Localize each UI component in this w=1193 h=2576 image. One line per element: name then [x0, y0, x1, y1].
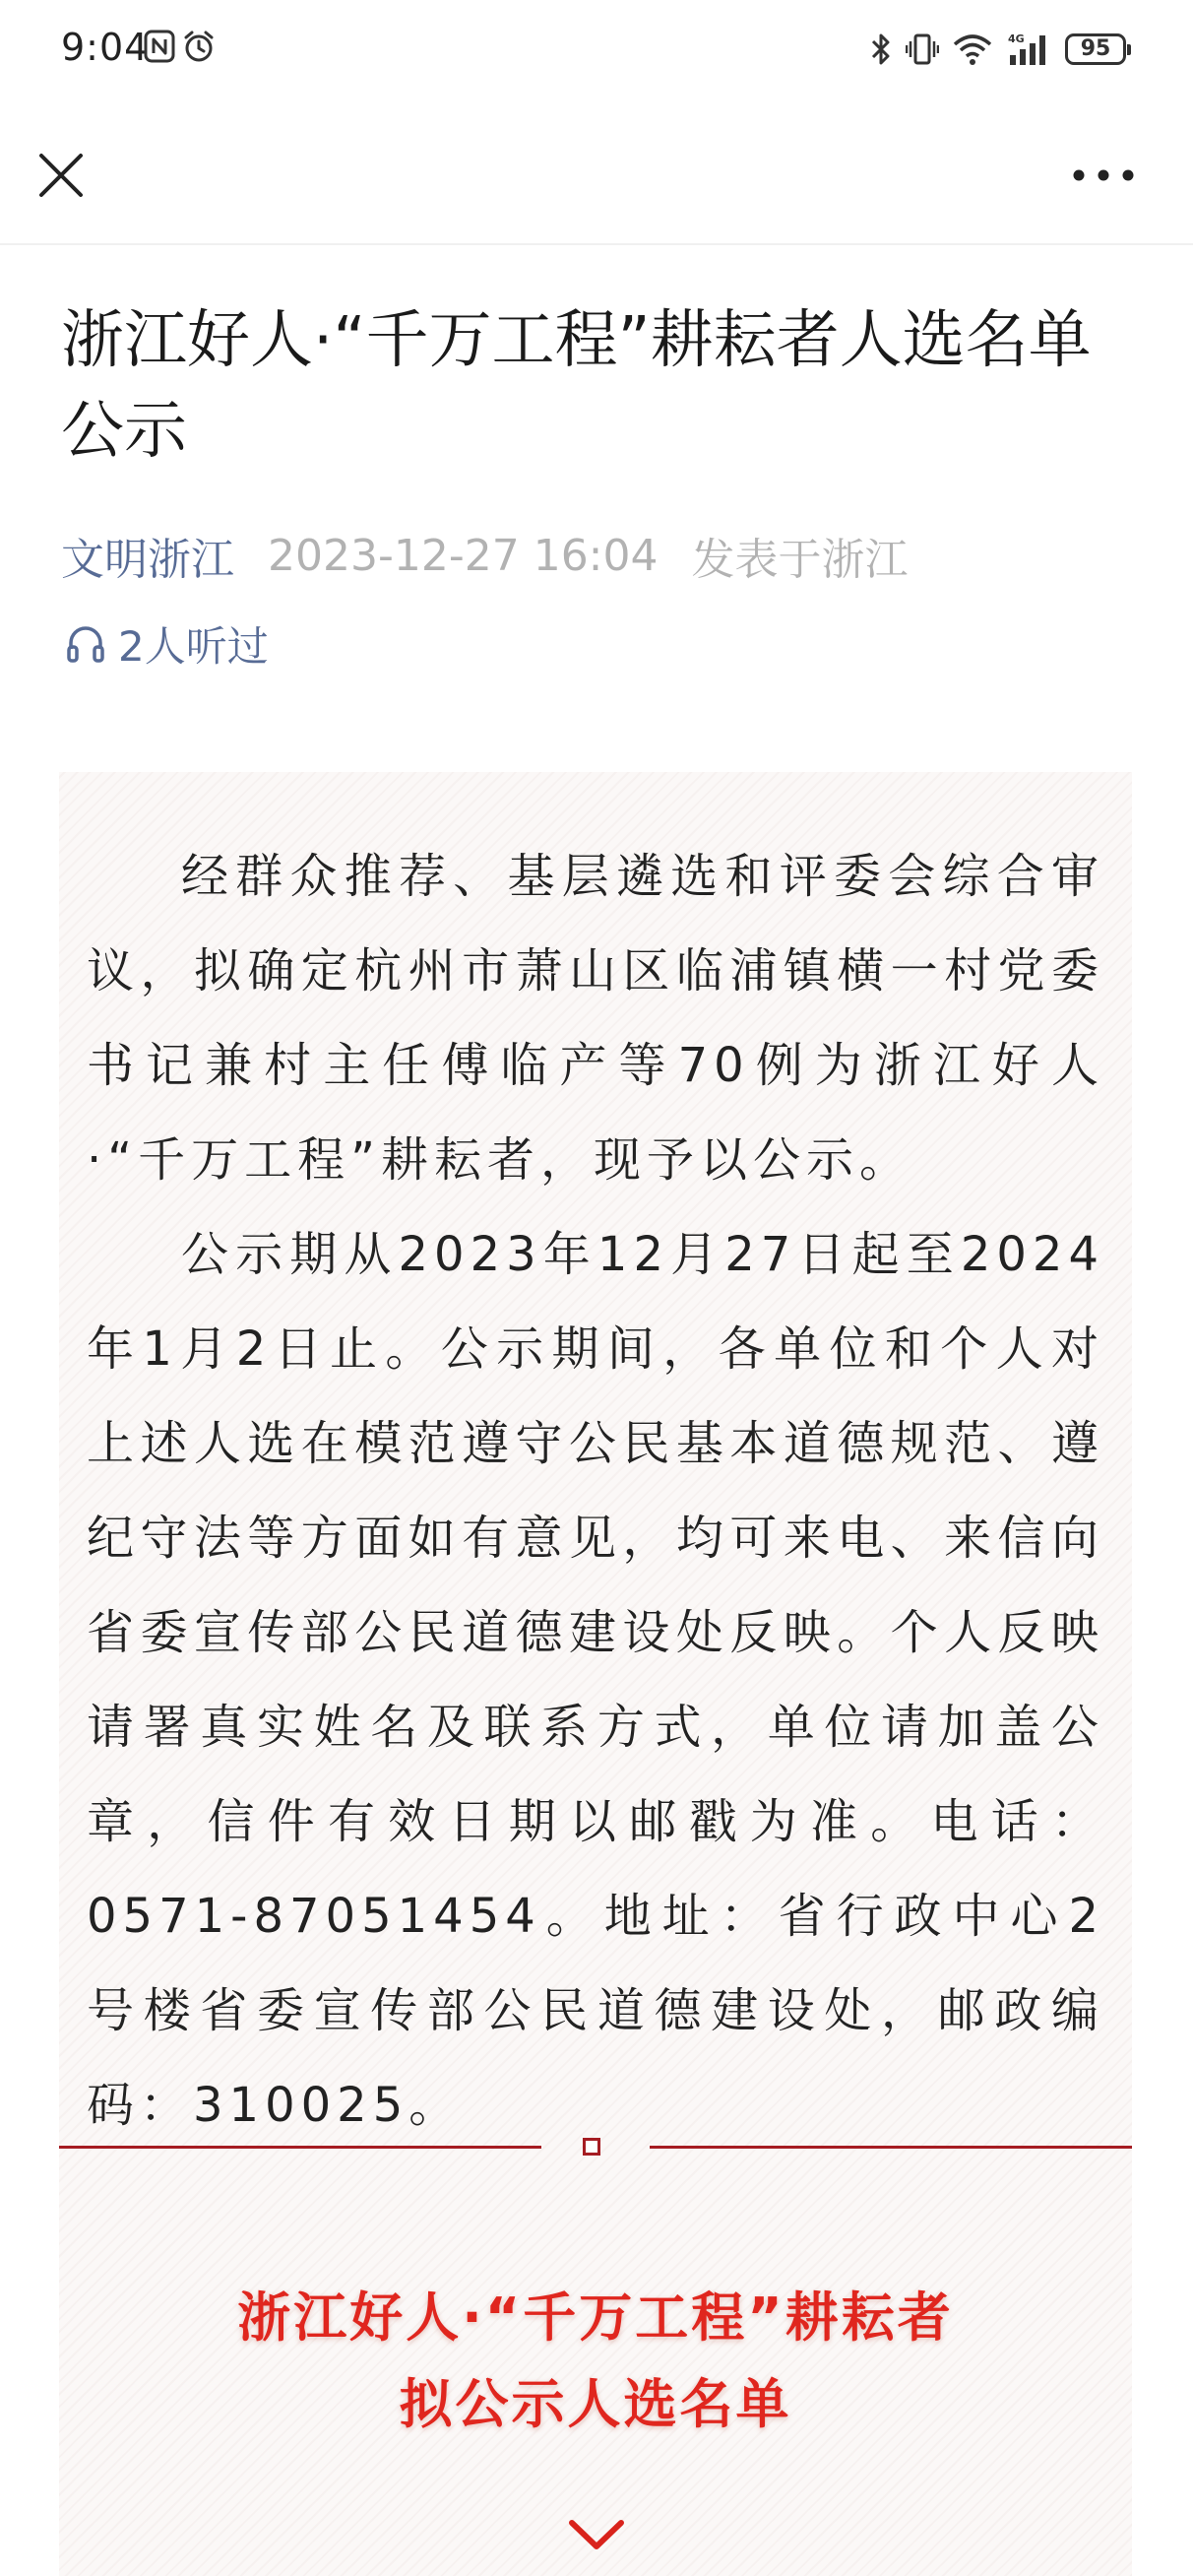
- headphones-icon: [65, 623, 106, 665]
- listen-count: 2人听过: [118, 622, 269, 671]
- alarm-icon: [183, 30, 215, 63]
- vibrate-icon: [906, 32, 939, 67]
- battery-level: 95: [1080, 36, 1111, 61]
- divider-line-right: [650, 2146, 1132, 2149]
- chevron-down-icon[interactable]: [566, 2517, 627, 2552]
- publish-date: 2023-12-27 16:04: [268, 530, 659, 581]
- status-time: 9:04: [61, 26, 150, 69]
- divider-square-ornament: [583, 2138, 600, 2156]
- listen-button[interactable]: [65, 612, 269, 676]
- nav-bar: [0, 116, 1193, 234]
- battery-icon: [1065, 33, 1126, 65]
- svg-text:4G: 4G: [1008, 32, 1025, 45]
- more-icon[interactable]: [1069, 156, 1138, 195]
- divider-line-left: [59, 2146, 541, 2149]
- body-paragraph: 公示期从2023年12月27日起至2024年1月2日止。公示期间，各单位和个人对上述人选在模范遵守公民基本道德规范、遵纪守法等方面如有意见，均可来电、来信向省委宣传部公民道德建设处反映。个人反映请署真实姓名及联系方式，单位请加盖公章，信件有效日期以邮戳为准。电话：0571-87051454。地址：省行政中心2号楼省委宣传部公民道德建设处，邮政编码：310025。: [87, 1227, 1104, 2133]
- bluetooth-icon: [870, 32, 892, 67]
- section-heading: [59, 2275, 1132, 2448]
- body-paragraph: 经群众推荐、基层遴选和评委会综合审议，拟确定杭州市萧山区临浦镇横一村党委书记兼村主任傅临产等70例为浙江好人·“千万工程”耕耘者，现予以公示。: [87, 849, 1104, 1188]
- nav-divider: [0, 243, 1193, 245]
- article-title: 浙江好人·“千万工程”耕耘者人选名单公示: [61, 304, 1092, 468]
- section-heading-line2: 拟公示人选名单: [399, 2373, 792, 2435]
- wifi-icon: [953, 32, 992, 66]
- publish-location: 发表于浙江: [691, 535, 909, 585]
- section-heading-line1: 浙江好人·“千万工程”耕耘者: [237, 2286, 954, 2349]
- signal-4g-icon: [1006, 32, 1051, 67]
- status-icons: [870, 26, 1126, 73]
- section-divider: [59, 2133, 1132, 2162]
- article-meta: [61, 524, 909, 587]
- status-bar: [0, 0, 1193, 98]
- article-body: [87, 829, 1104, 2153]
- nfc-icon: [144, 30, 175, 63]
- account-name-link[interactable]: 文明浙江: [61, 535, 234, 585]
- close-icon[interactable]: [35, 150, 87, 201]
